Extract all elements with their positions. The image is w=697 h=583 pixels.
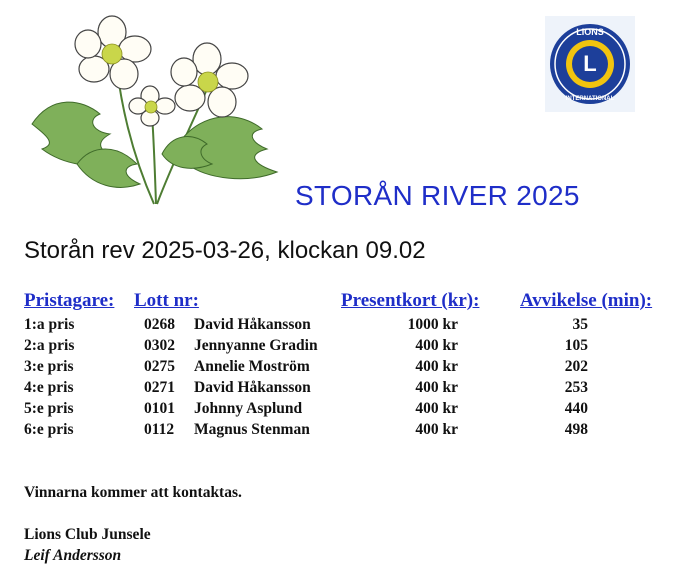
contact-notice: Vinnarna kommer att kontaktas. [24, 484, 242, 501]
prize-cell: 6:e pris [24, 421, 74, 438]
deviation-cell: 253 [564, 379, 588, 396]
lot-cell: 0271 [144, 379, 175, 396]
gift-card-cell: 1000 kr [407, 316, 458, 333]
gift-card-cell: 400 kr [415, 337, 458, 354]
logo-bottom-text: INTERNATIONAL [565, 96, 615, 102]
deviation-cell: 498 [564, 421, 588, 438]
lot-cell: 0275 [144, 358, 175, 375]
prize-cell: 5:e pris [24, 400, 74, 417]
signature: Leif Andersson [24, 547, 122, 564]
wood-anemone-flowers-icon [22, 14, 292, 214]
winner-name-cell: David Håkansson [194, 316, 311, 333]
lot-cell: 0302 [144, 337, 175, 354]
header-gift-card: Presentkort (kr): [341, 290, 480, 311]
page-title: STORÅN RIVER 2025 [295, 180, 580, 211]
header-prize: Pristagare: [24, 290, 115, 311]
lot-cell: 0112 [144, 421, 175, 438]
deviation-cell: 105 [564, 337, 588, 354]
prize-cell: 3:e pris [24, 358, 74, 375]
table-row [0, 337, 697, 358]
table-row [0, 421, 697, 442]
draw-datetime: Storån rev 2025-03-26, klockan 09.02 [24, 237, 426, 264]
winner-name-cell: Johnny Asplund [194, 400, 303, 417]
lot-cell: 0268 [144, 316, 175, 333]
winner-name-cell: Magnus Stenman [194, 421, 310, 438]
logo-top-text: LIONS [576, 27, 604, 37]
winner-name-cell: Annelie Moström [194, 358, 310, 375]
header-lot: Lott nr: [134, 290, 199, 311]
winner-name-cell: David Håkansson [194, 379, 311, 396]
gift-card-cell: 400 kr [415, 379, 458, 396]
table-row [0, 379, 697, 400]
deviation-cell: 440 [564, 400, 588, 417]
gift-card-cell: 400 kr [415, 421, 458, 438]
table-row [0, 400, 697, 421]
prize-cell: 2:a pris [24, 337, 75, 354]
header-deviation: Avvikelse (min): [520, 290, 653, 311]
deviation-cell: 202 [564, 358, 588, 375]
lions-international-emblem-icon [545, 16, 635, 112]
logo-letter: L [583, 51, 597, 76]
winner-name-cell: Jennyanne Gradin [194, 337, 318, 354]
gift-card-cell: 400 kr [415, 358, 458, 375]
club-name: Lions Club Junsele [24, 526, 151, 543]
table-row [0, 358, 697, 379]
table-row [0, 316, 697, 337]
prize-cell: 4:e pris [24, 379, 74, 396]
lot-cell: 0101 [144, 400, 175, 417]
gift-card-cell: 400 kr [415, 400, 458, 417]
deviation-cell: 35 [572, 316, 588, 333]
prize-cell: 1:a pris [24, 316, 75, 333]
